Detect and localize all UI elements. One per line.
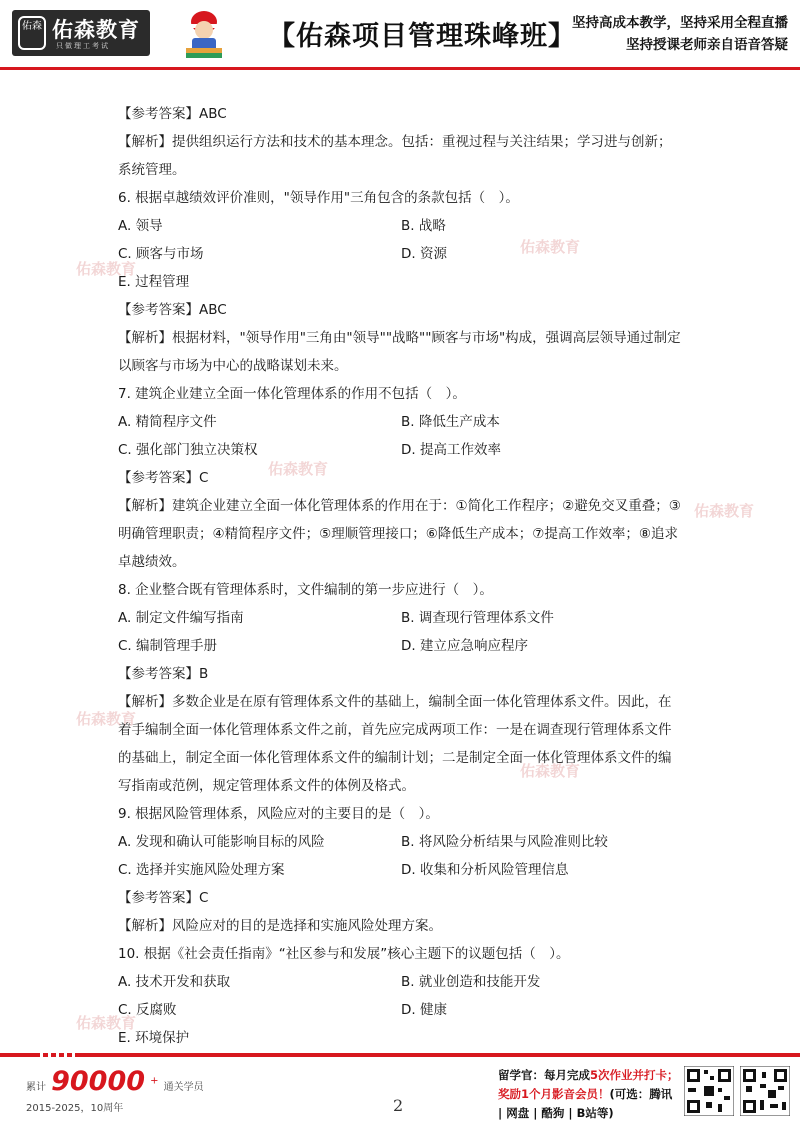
option-d: D. 提高工作效率 <box>401 442 501 458</box>
analysis-paragraph: 【解析】建筑企业建立全面一体化管理体系的作用在于：①简化工作程序；②避免交叉重叠；③明确管理职责；④精简程序文件；⑤理顺管理接口；⑥降低生产成本；⑦提高工作效率；⑧追求卓越绩效。 <box>118 498 681 570</box>
answer-line: 【参考答案】C <box>118 470 209 486</box>
mascot-icon <box>180 6 228 62</box>
page-header <box>0 0 800 68</box>
option-d: D. 健康 <box>401 1002 447 1018</box>
answer-line: 【参考答案】ABC <box>118 106 227 122</box>
footer-stats <box>26 1066 204 1114</box>
option-e: E. 环境保护 <box>118 1030 190 1046</box>
logo-subtitle: 只做理工考试 <box>56 42 110 50</box>
watermark: 佑森教育 <box>76 1014 137 1032</box>
slogan-line-1: 坚持高成本教学，坚持采用全程直播 <box>572 15 788 31</box>
logo-name: 佑森教育 <box>52 18 140 42</box>
qr-code-icon <box>684 1066 734 1116</box>
logo-seal-icon: 佑森 <box>18 16 46 50</box>
option-b: B. 调查现行管理体系文件 <box>401 610 554 626</box>
qr-code-icon <box>740 1066 790 1116</box>
document-body <box>118 100 684 1052</box>
stats-count-suffix: + <box>150 1075 159 1087</box>
notice-text: 留学官：每月完成 <box>498 1068 590 1082</box>
analysis-paragraph: 【解析】多数企业是在原有管理体系文件的基础上，编制全面一体化管理体系文件。因此，在着手编制全面一体化管理体系文件之前，首先应完成两项工作：一是在调查现行管理体系文件的基础上，制定全面一体化管理体系文件的编制计划；二是制定全面一体化管理体系文件的编写指南或范例，规定管理体系文件的体例及格式。 <box>118 694 672 794</box>
option-d: D. 资源 <box>401 246 447 262</box>
question-7: 7. 建筑企业建立全面一体化管理体系的作用不包括（ ）。 <box>118 386 466 402</box>
option-c: C. 编制管理手册 <box>118 638 218 654</box>
option-a: A. 领导 <box>118 218 163 234</box>
question-6: 6. 根据卓越绩效评价准则，"领导作用"三角包含的条款包括（ ）。 <box>118 190 519 206</box>
question-10: 10. 根据《社会责任指南》“社区参与和发展”核心主题下的议题包括（ ）。 <box>118 946 570 962</box>
option-c: C. 强化部门独立决策权 <box>118 442 258 458</box>
option-d: D. 建立应急响应程序 <box>401 638 528 654</box>
stats-count: 90000 <box>51 1066 146 1097</box>
question-7-options <box>118 408 684 464</box>
stats-suffix: 通关学员 <box>163 1082 204 1093</box>
watermark: 佑森教育 <box>76 260 137 278</box>
question-9-options <box>118 828 684 884</box>
slogan-line-2: 坚持授课老师亲自语音答疑 <box>626 37 788 53</box>
option-e: E. 过程管理 <box>118 274 190 290</box>
option-c: C. 顾客与市场 <box>118 246 204 262</box>
watermark: 佑森教育 <box>520 762 581 780</box>
notice-highlight: 5次作业并打卡； <box>590 1068 679 1082</box>
footer-divider <box>0 1053 800 1057</box>
answer-line: 【参考答案】ABC <box>118 302 227 318</box>
watermark: 佑森教育 <box>694 502 755 520</box>
stats-years: 2015-2025，10周年 <box>26 1103 124 1114</box>
option-a: A. 精简程序文件 <box>118 414 217 430</box>
analysis-paragraph: 【解析】提供组织运行方法和技术的基本理念。包括：重视过程与关注结果；学习进与创新；系统管理。 <box>118 134 672 178</box>
option-b: B. 将风险分析结果与风险准则比较 <box>401 834 608 850</box>
analysis-paragraph: 【解析】风险应对的目的是选择和实施风险处理方案。 <box>118 918 442 934</box>
option-c: C. 反腐败 <box>118 1002 177 1018</box>
option-a: A. 发现和确认可能影响目标的风险 <box>118 834 325 850</box>
notice-options: (可选：腾讯 | 网盘 | 酷狗 | B站等) <box>498 1087 673 1120</box>
question-8-options <box>118 604 684 660</box>
option-c: C. 选择并实施风险处理方案 <box>118 862 285 878</box>
watermark: 佑森教育 <box>520 238 581 256</box>
banner-title: 【佑森项目管理珠峰班】 <box>268 21 576 52</box>
option-b: B. 降低生产成本 <box>401 414 500 430</box>
header-slogans <box>572 12 788 56</box>
option-a: A. 技术开发和获取 <box>118 974 231 990</box>
option-b: B. 战略 <box>401 218 446 234</box>
answer-line: 【参考答案】C <box>118 890 209 906</box>
option-b: B. 就业创造和技能开发 <box>401 974 541 990</box>
question-10-options <box>118 968 684 1052</box>
answer-line: 【参考答案】B <box>118 666 209 682</box>
watermark: 佑森教育 <box>76 710 137 728</box>
watermark: 佑森教育 <box>268 460 329 478</box>
question-6-options <box>118 212 684 296</box>
analysis-paragraph: 【解析】根据材料，"领导作用"三角由"领导""战略""顾客与市场"构成，强调高层领导通过制定以顾客与市场为中心的战略谋划未来。 <box>118 330 681 374</box>
option-d: D. 收集和分析风险管理信息 <box>401 862 569 878</box>
header-divider <box>0 67 800 70</box>
option-a: A. 制定文件编写指南 <box>118 610 244 626</box>
footer-notice <box>498 1066 680 1123</box>
question-8: 8. 企业整合既有管理体系时，文件编制的第一步应进行（ ）。 <box>118 582 493 598</box>
brand-logo <box>12 10 150 56</box>
stats-prefix: 累计 <box>26 1082 46 1093</box>
notice-reward: 奖励1个月影音会员！ <box>498 1087 610 1101</box>
question-9: 9. 根据风险管理体系，风险应对的主要目的是（ ）。 <box>118 806 439 822</box>
page-number: 2 <box>393 1096 404 1115</box>
